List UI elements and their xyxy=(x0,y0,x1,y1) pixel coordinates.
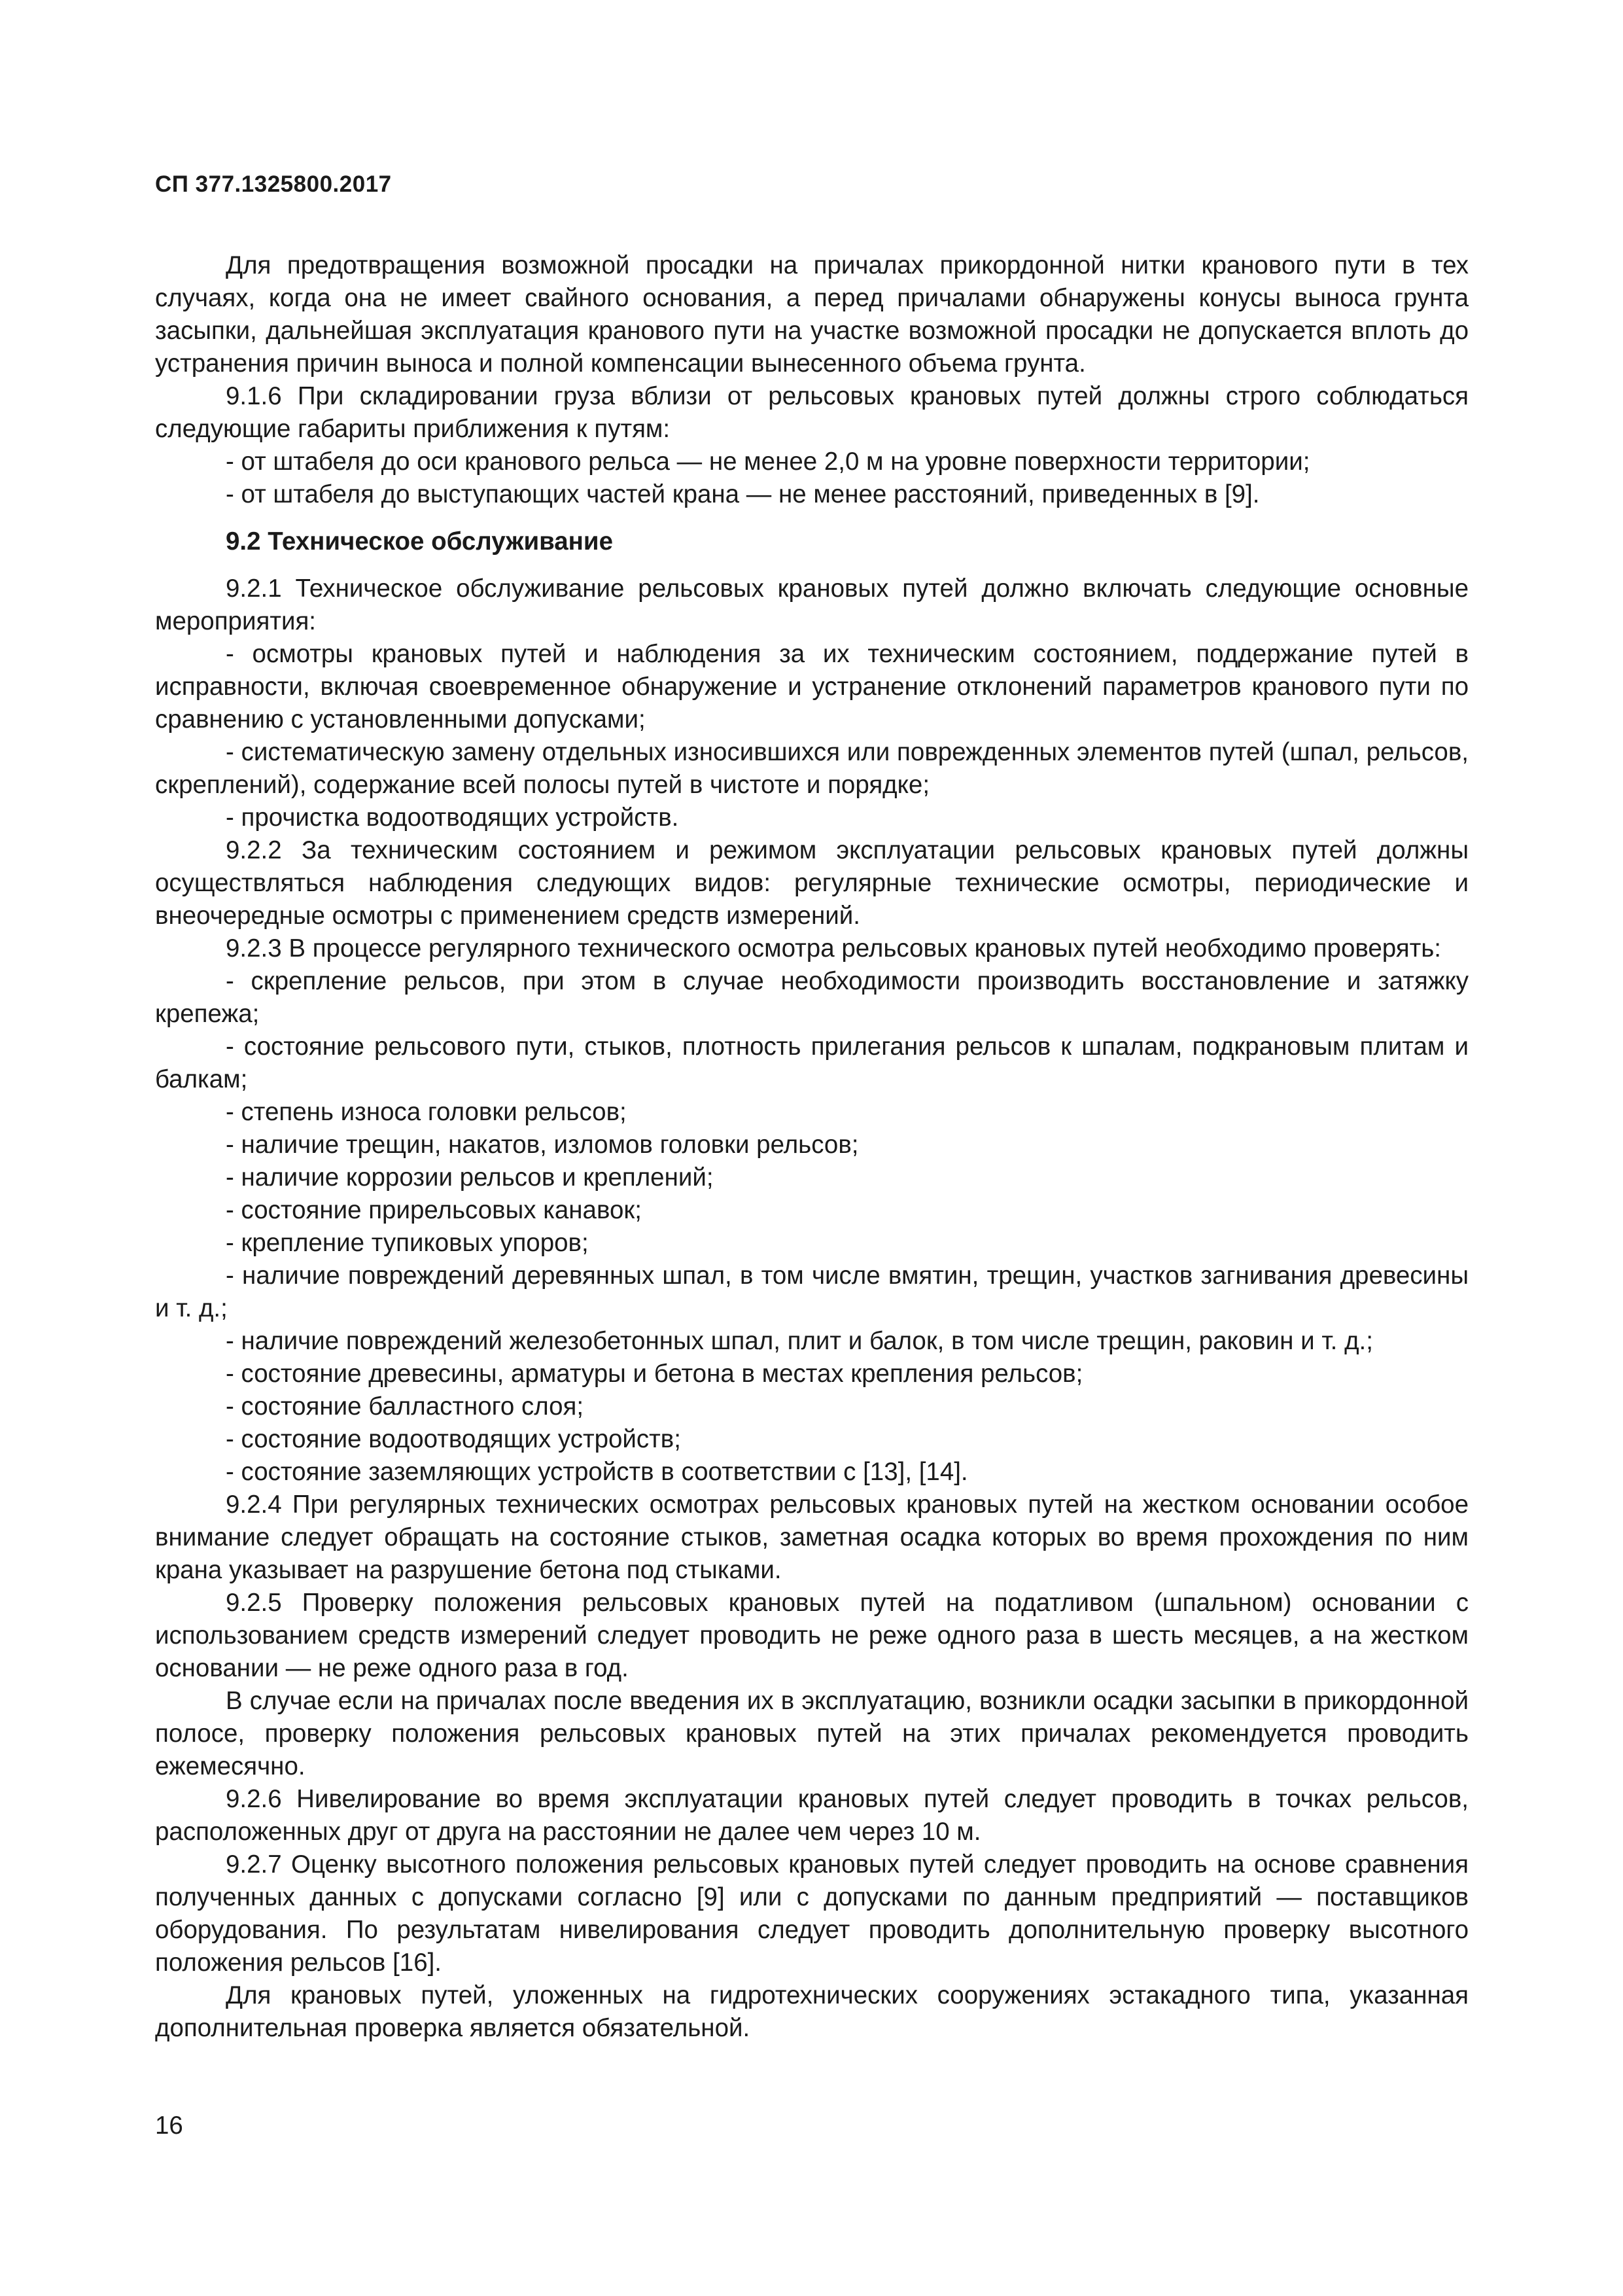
list-item: - степень износа головки рельсов; xyxy=(226,1098,627,1126)
paragraph: 9.2.3 В процессе регулярного технического осмотра рельсовых крановых путей необходимо проверять: xyxy=(226,934,1442,963)
paragraph: 9.2.6 Нивелирование во время эксплуатации крановых путей следует проводить в точках рельсов, расположенных друг от друга на расстоянии не далее чем через 10 м. xyxy=(155,1785,1469,1846)
list-item: - состояние заземляющих устройств в соответствии с [13], [14]. xyxy=(226,1458,968,1486)
paragraph: В случае если на причалах после введения их в эксплуатацию, возникли осадки засыпки в прикордонной полосе, проверку положения рельсовых крановых путей на этих причалах рекомендуется проводить ежемесячно. xyxy=(155,1687,1469,1780)
paragraph: Для крановых путей, уложенных на гидротехнических сооружениях эстакадного типа, указанная дополнительная проверка является обязательной. xyxy=(155,1981,1469,2042)
paragraph: 9.2.7 Оценку высотного положения рельсовых крановых путей следует проводить на основе сравнения полученных данных с допусками согласно [9] или с допусками по данным предприятий — поставщиков оборудования. По результатам нивелирования следует проводить дополнительную проверку высотного положения рельсов [16]. xyxy=(155,1850,1469,1977)
list-item: - состояние балластного слоя; xyxy=(226,1392,584,1421)
list-item: - от штабеля до выступающих частей крана — не менее расстояний, приведенных в [9]. xyxy=(226,480,1260,508)
paragraph: 9.2.5 Проверку положения рельсовых крановых путей на податливом (шпальном) основании с использованием средств измерений следует проводить не реже одного раза в шесть месяцев, а на жестком основании — не реже одного раза в год. xyxy=(155,1589,1469,1682)
section-heading: 9.2 Техническое обслуживание xyxy=(226,527,614,556)
list-item: - прочистка водоотводящих устройств. xyxy=(226,804,679,832)
list-item: - крепление тупиковых упоров; xyxy=(226,1229,589,1257)
document-body xyxy=(155,249,1469,2045)
list-item: - состояние древесины, арматуры и бетона в местах крепления рельсов; xyxy=(226,1360,1083,1388)
paragraph: 9.2.4 При регулярных технических осмотрах рельсовых крановых путей на жестком основании особое внимание следует обращать на состояние стыков, заметная осадка которых во время прохождения по ним крана указывает на разрушение бетона под стыками. xyxy=(155,1491,1469,1584)
paragraph: Для предотвращения возможной просадки на причалах прикордонной нитки кранового пути в тех случаях, когда она не имеет свайного основания, а перед причалами обнаружены конусы выноса грунта засыпки, дальнейшая эксплуатация кранового пути на участке возможной просадки не допускается вплоть до устранения причин выноса и полной компенсации вынесенного объема грунта. xyxy=(155,251,1469,378)
list-item: - наличие коррозии рельсов и креплений; xyxy=(226,1163,714,1192)
document-code-header: СП 377.1325800.2017 xyxy=(155,171,392,197)
paragraph: 9.1.6 При складировании груза вблизи от рельсовых крановых путей должны строго соблюдаться следующие габариты приближения к путям: xyxy=(155,382,1469,443)
list-item: - осмотры крановых путей и наблюдения за их техническим состоянием, поддержание путей в исправности, включая своевременное обнаружение и устранение отклонений параметров кранового пути по сравнению с установленными допусками; xyxy=(155,640,1469,733)
page-number: 16 xyxy=(155,2111,183,2140)
paragraph: 9.2.2 За техническим состоянием и режимом эксплуатации рельсовых крановых путей должны осуществляться наблюдения следующих видов: регулярные технические осмотры, периодические и внеочередные осмотры с применением средств измерений. xyxy=(155,836,1469,930)
list-item: - наличие повреждений деревянных шпал, в том числе вмятин, трещин, участков загнивания древесины и т. д.; xyxy=(155,1262,1469,1322)
list-item: - наличие повреждений железобетонных шпал, плит и балок, в том числе трещин, раковин и т. д.; xyxy=(226,1327,1373,1355)
list-item: - состояние водоотводящих устройств; xyxy=(226,1425,681,1453)
list-item: - скрепление рельсов, при этом в случае необходимости производить восстановление и затяжку крепежа; xyxy=(155,967,1469,1028)
list-item: - от штабеля до оси кранового рельса — не менее 2,0 м на уровне поверхности территории; xyxy=(226,448,1310,476)
list-item: - состояние рельсового пути, стыков, плотность прилегания рельсов к шпалам, подкрановым плитам и балкам; xyxy=(155,1033,1469,1093)
list-item: - состояние прирельсовых канавок; xyxy=(226,1196,642,1224)
list-item: - наличие трещин, накатов, изломов головки рельсов; xyxy=(226,1131,859,1159)
list-item: - систематическую замену отдельных износившихся или поврежденных элементов путей (шпал, рельсов, скреплений), содержание всей полосы путей в чистоте и порядке; xyxy=(155,738,1469,799)
paragraph: 9.2.1 Техническое обслуживание рельсовых крановых путей должно включать следующие основные мероприятия: xyxy=(155,574,1469,635)
